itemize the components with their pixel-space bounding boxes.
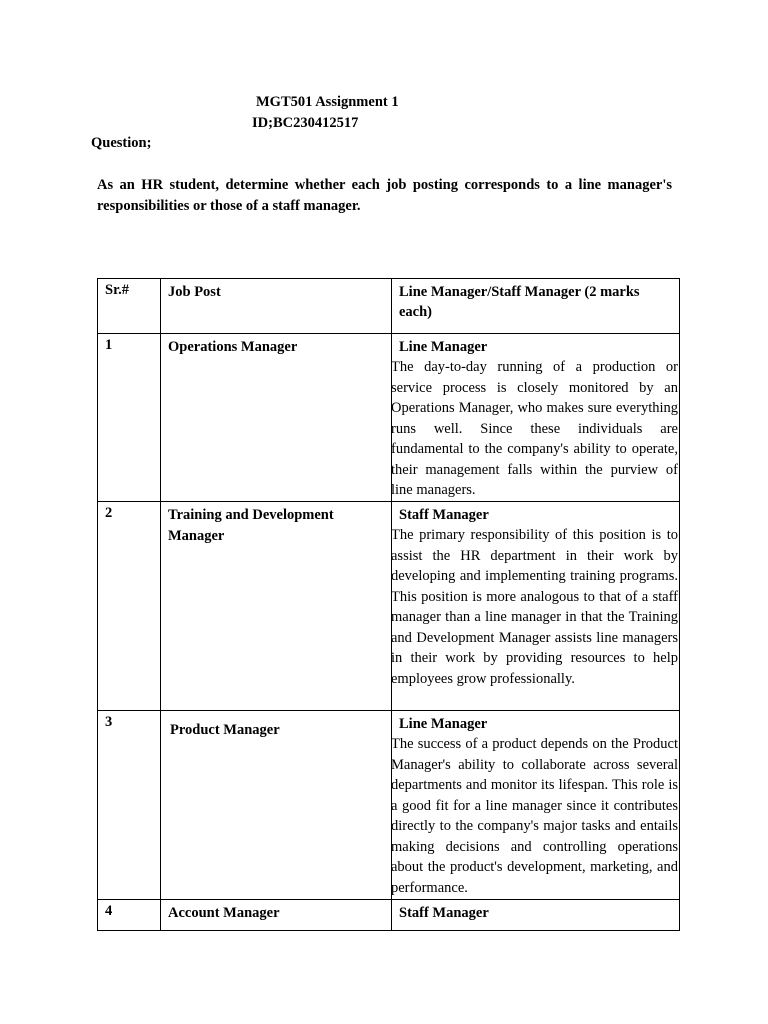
row-answer-type: Line Manager [399,339,488,355]
row-answer-type: Staff Manager [399,507,489,523]
row-answer-text: The success of a product depends on the Product Manager's ability to collaborate across several departments and monitor its lifespan. This role is a good fit for a line manager since it contributes directly to the company's major tasks and entails making decisions and controlling operations about the product's development, marketing, and performance. [391,736,678,896]
student-id: ID;BC230412517 [252,115,359,131]
row-post: Operations Manager [168,339,298,355]
header-answer: Line Manager/Staff Manager (2 marks each) [399,284,640,320]
table-row [98,334,680,502]
post-cell [161,711,392,900]
row-sr: 1 [105,337,113,353]
question-label: Question; [91,135,152,151]
answer-cell [392,334,680,502]
header-post: Job Post [168,284,221,300]
post-cell [161,900,392,931]
row-answer-text: The primary responsibility of this position is to assist the HR department in their work by developing and implementing training programs. This position is more analogous to that of a staff manager than a line manager in that the Training and Development Manager assists line managers in their work by providing resources to help employees grow professionally. [391,527,678,687]
sr-cell [98,900,161,931]
row-answer-type: Line Manager [399,716,488,732]
row-answer-text: The day-to-day running of a production or service process is closely monitored by an Operations Manager, who makes sure everything runs well. Since these individuals are fundamental to the company's ability to operate, their management falls within the purview of line managers. [391,359,678,498]
row-post: Product Manager [170,722,280,738]
answer-cell [392,711,680,900]
question-text: As an HR student, determine whether each job posting corresponds to a line manager's responsibilities or those of a staff manager. [97,177,672,214]
table-header-row [98,279,680,334]
job-post-table [97,278,680,931]
row-sr: 4 [105,903,113,919]
header-cell-sr [98,279,161,334]
header-sr: Sr.# [105,282,130,298]
header-cell-post [161,279,392,334]
answer-cell [392,900,680,931]
row-sr: 3 [105,714,113,730]
row-post: Account Manager [168,905,280,921]
row-answer-type: Staff Manager [399,905,489,921]
header-cell-answer [392,279,680,334]
table-row [98,711,680,900]
post-cell [161,334,392,502]
sr-cell [98,502,161,711]
document-title: MGT501 Assignment 1 [256,94,399,110]
table-row [98,502,680,711]
sr-cell [98,711,161,900]
sr-cell [98,334,161,502]
answer-cell [392,502,680,711]
row-sr: 2 [105,505,113,521]
row-post: Training and Development Manager [168,507,334,544]
table-row [98,900,680,931]
post-cell [161,502,392,711]
